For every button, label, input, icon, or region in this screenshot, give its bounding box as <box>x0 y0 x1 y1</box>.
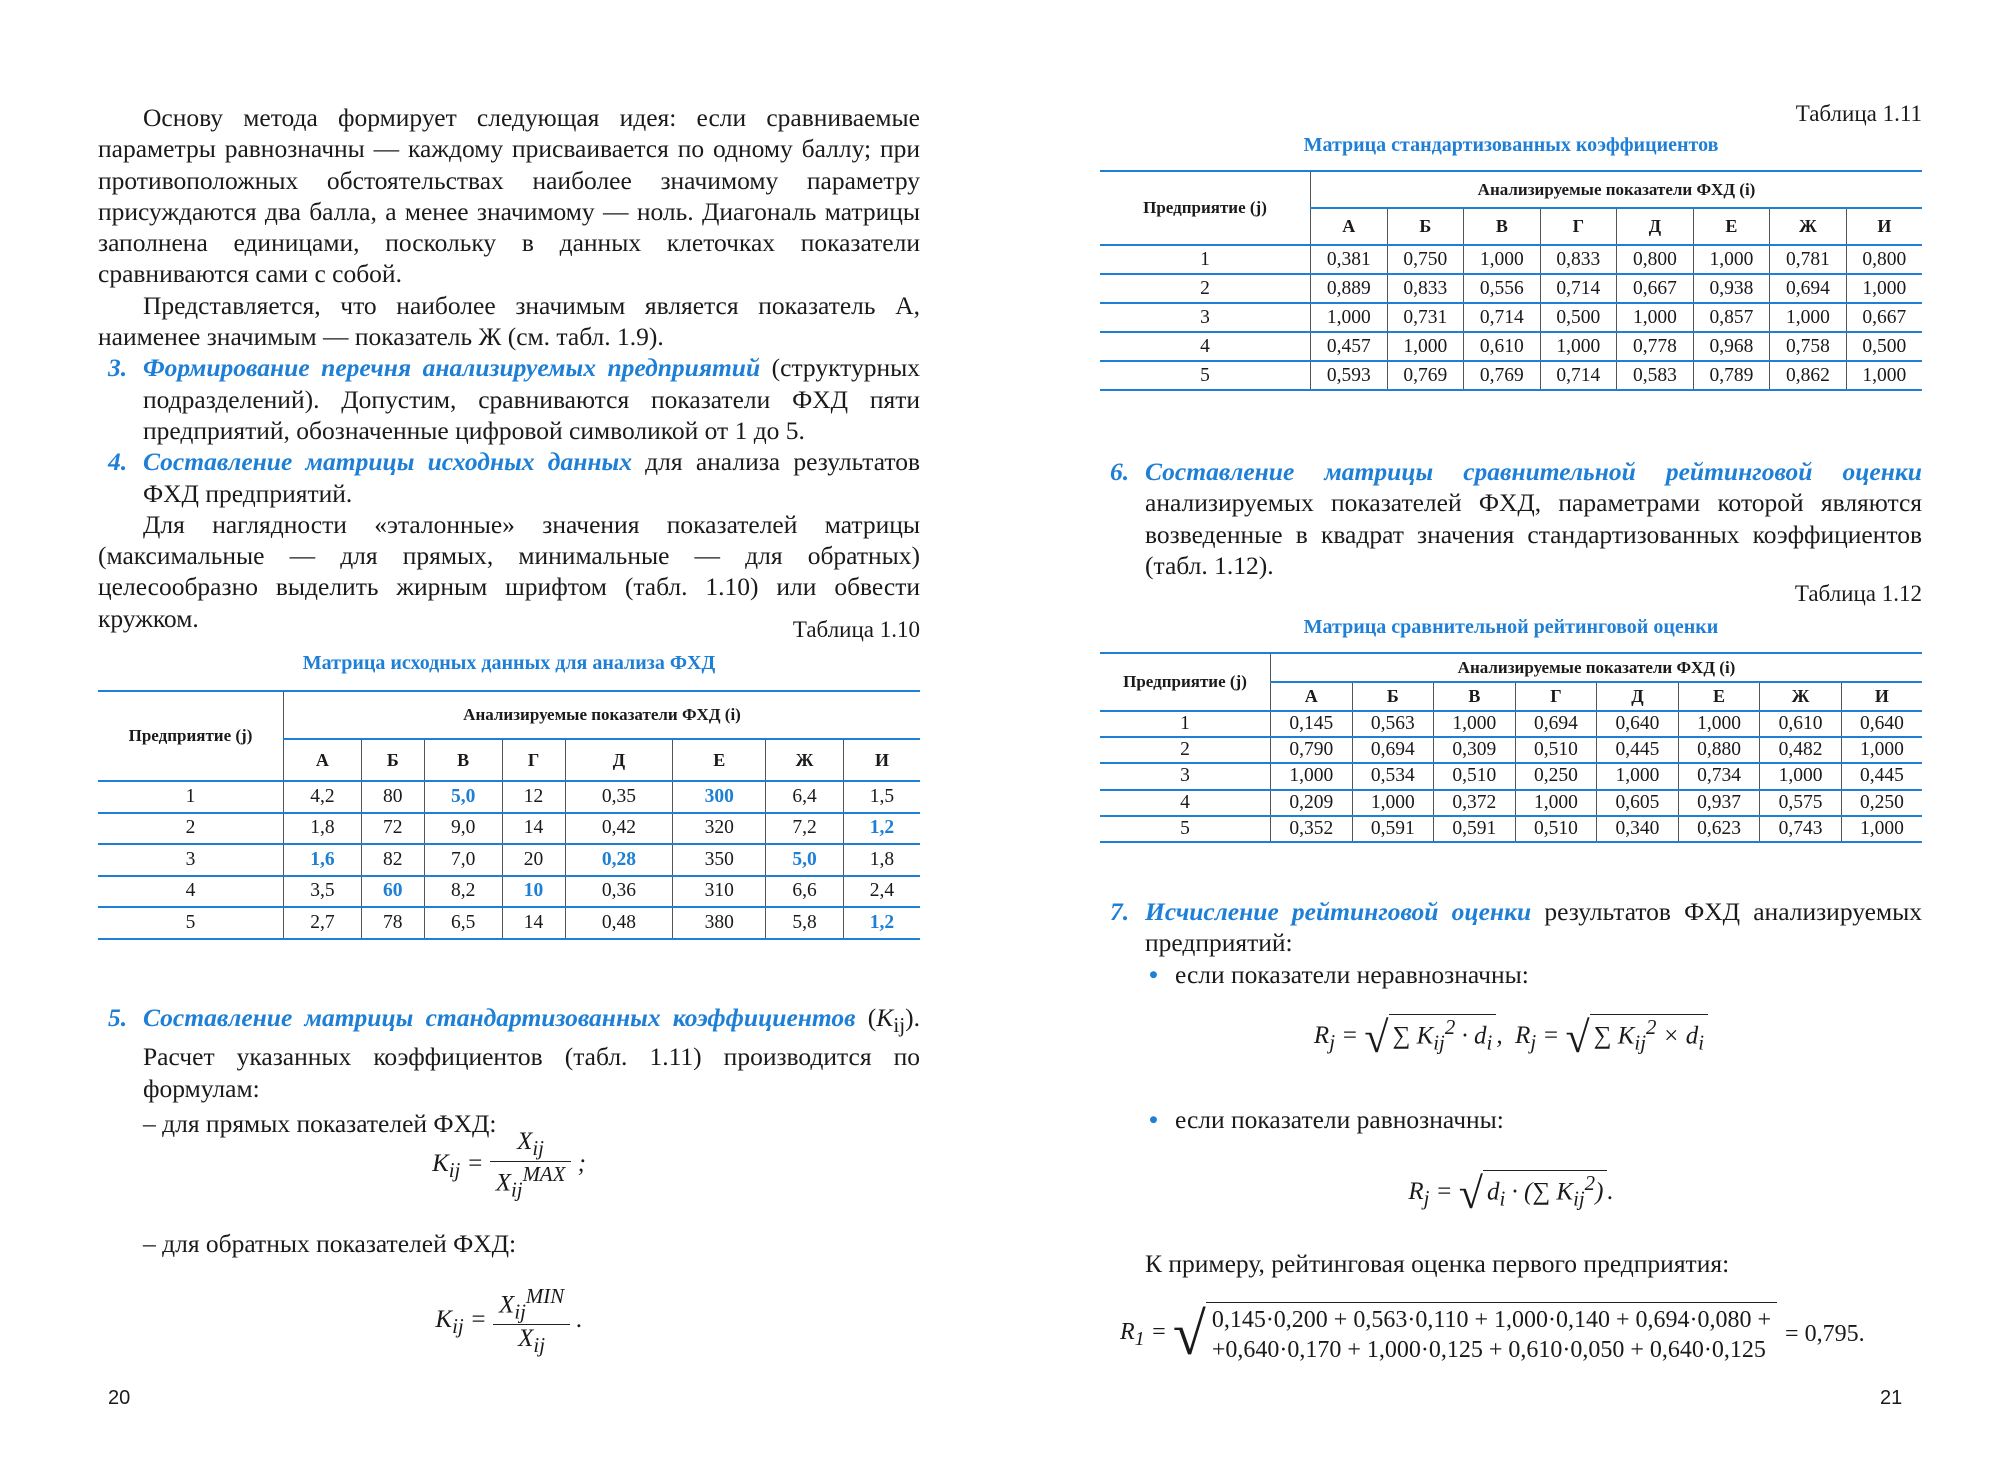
table-cell: 7,2 <box>766 813 844 845</box>
table-cell: 1,000 <box>1271 763 1353 789</box>
bullet-dot: • <box>1149 1105 1158 1134</box>
table-group-header: Анализируемые показатели ФХД (i) <box>1311 171 1923 208</box>
right-item6-block <box>1100 456 1922 581</box>
table-cell: 80 <box>361 781 424 813</box>
row-label: 3 <box>185 848 196 870</box>
table-1-12 <box>1100 652 1922 843</box>
table-cell: 0,309 <box>1434 737 1516 763</box>
table-corner-header: Предприятие (j) <box>128 726 253 745</box>
table-cell: 0,937 <box>1678 790 1760 816</box>
list-number: 7. <box>1110 897 1130 926</box>
table-row <box>1100 274 1922 303</box>
table-cell: 0,667 <box>1617 274 1694 303</box>
table-cell: 380 <box>673 907 766 939</box>
column-header: Е <box>673 739 766 781</box>
table-cell: 0,800 <box>1846 245 1922 274</box>
calc-line-2: +0,640·0,170 + 1,000·0,125 + 0,610·0,050 + 0,640·0,125 <box>1211 1337 1766 1363</box>
column-header: А <box>284 739 362 781</box>
list-item-5: 5. Составление матрицы стандартизованных коэффициентов $(K_{ij})$. Расчет указанных коэффициентов (табл. 1.11) производится по формулам: <box>108 1003 920 1103</box>
column-header: И <box>1846 208 1922 245</box>
table-1-11-block <box>1100 100 1922 391</box>
table-cell: 0,880 <box>1678 737 1760 763</box>
row-label: 3 <box>1180 765 1190 787</box>
table-cell: 0,42 <box>565 813 673 845</box>
table-cell: 0,482 <box>1760 737 1842 763</box>
table-corner-header: Предприятие (j) <box>1123 672 1247 691</box>
table-cell: 1,000 <box>1311 303 1388 332</box>
table-cell: 0,352 <box>1271 816 1353 842</box>
table-cell: 0,833 <box>1540 245 1617 274</box>
row-label: 2 <box>1200 277 1210 299</box>
column-header: Г <box>1540 208 1617 245</box>
table-cell: 14 <box>502 813 565 845</box>
table-cell: 0,758 <box>1770 332 1847 361</box>
table-cell: 0,714 <box>1540 361 1617 390</box>
table-cell: 9,0 <box>424 813 502 845</box>
table-number: Таблица 1.11 <box>1795 101 1922 126</box>
list-number: 6. <box>1110 457 1130 486</box>
formula-inverse: $K_{ij}$ = $\frac{X_{ij}^{MIN}}{X_{ij}}$ . <box>435 1284 583 1358</box>
table-cell: 12 <box>502 781 565 813</box>
table-cell: 6,5 <box>424 907 502 939</box>
table-cell: 1,8 <box>843 844 920 876</box>
column-header: И <box>1841 682 1922 711</box>
table-cell: 6,6 <box>766 876 844 908</box>
column-header: В <box>424 739 502 781</box>
table-cell: 0,381 <box>1311 245 1388 274</box>
table-cell: 0,510 <box>1515 737 1597 763</box>
table-row <box>1100 737 1922 763</box>
table-cell: 14 <box>502 907 565 939</box>
table-cell: 300 <box>673 781 766 813</box>
formula-direct: $K_{ij}$ = $\frac{X_{ij}}{X_{ij}^{MAX}}$ ; <box>432 1128 586 1202</box>
table-cell: 0,500 <box>1846 332 1922 361</box>
table-cell: 0,790 <box>1271 737 1353 763</box>
list-item-title: Формирование перечня анализируемых предприятий <box>143 353 761 383</box>
table-cell: 0,28 <box>565 844 673 876</box>
table-cell: 0,48 <box>565 907 673 939</box>
table-cell: 0,734 <box>1678 763 1760 789</box>
table-cell: 1,000 <box>1515 790 1597 816</box>
table-cell: 0,781 <box>1770 245 1847 274</box>
column-header: Б <box>1387 208 1464 245</box>
table-cell: 20 <box>502 844 565 876</box>
bullet-unequal <box>1145 959 1922 990</box>
table-1-12-block <box>1100 580 1922 843</box>
list-item-title: Исчисление рейтинговой оценки <box>1145 897 1532 926</box>
column-header: В <box>1464 208 1541 245</box>
table-cell: 1,000 <box>1841 816 1922 842</box>
row-label: 5 <box>1200 364 1210 386</box>
row-label: 4 <box>1180 791 1190 813</box>
column-header: В <box>1434 682 1516 711</box>
table-row <box>1100 361 1922 390</box>
table-cell: 0,731 <box>1387 303 1464 332</box>
table-row <box>1100 303 1922 332</box>
list-item-title: Составление матрицы стандартизованных коэффициентов <box>143 1003 856 1032</box>
table-cell: 0,591 <box>1434 816 1516 842</box>
table-row <box>1100 245 1922 274</box>
table-cell: 4,2 <box>284 781 362 813</box>
coef-subscript: ij <box>893 1013 906 1038</box>
row-label: 2 <box>185 817 196 839</box>
formula-unequal: $R_j$ = √ ∑ $K_{ij}^2 \cdot d_i$ , $R_j$ = √ ∑ $K_{ij}^2 \times d_i$ <box>1100 1012 1922 1082</box>
list-item-text: анализируемых показателей ФХД, параметрами которой являются возведенные в квадрат значения стандартизованных коэффициентов (табл. 1.12). <box>1145 488 1922 580</box>
coef-symbol: K <box>876 1003 894 1032</box>
table-cell: 0,750 <box>1387 245 1464 274</box>
row-label: 1 <box>1180 713 1190 735</box>
table-cell: 1,000 <box>1846 274 1922 303</box>
table-cell: 0,640 <box>1597 711 1679 737</box>
column-header: Д <box>1597 682 1679 711</box>
right-example-block <box>1100 1248 1922 1279</box>
table-cell: 0,862 <box>1770 361 1847 390</box>
table-cell: 0,556 <box>1464 274 1541 303</box>
table-cell: 0,778 <box>1617 332 1694 361</box>
bullet-text: если показатели равнозначны: <box>1175 1105 1504 1134</box>
table-cell: 350 <box>673 844 766 876</box>
column-header: Д <box>1617 208 1694 245</box>
row-label: 1 <box>185 785 196 807</box>
paragraph-example: К примеру, рейтинговая оценка первого предприятия: <box>1145 1249 1730 1278</box>
dash-direct-indicators: – для прямых показателей ФХД: <box>143 1108 497 1138</box>
table-cell: 0,534 <box>1352 763 1434 789</box>
table-row <box>1100 816 1922 842</box>
table-1-11 <box>1100 170 1922 391</box>
list-item-6 <box>1100 456 1922 581</box>
table-cell: 5,0 <box>766 844 844 876</box>
table-cell: 1,6 <box>284 844 362 876</box>
table-group-header: Анализируемые показатели ФХД (i) <box>1271 653 1923 682</box>
table-cell: 1,000 <box>1387 332 1464 361</box>
table-cell: 7,0 <box>424 844 502 876</box>
table-cell: 0,968 <box>1693 332 1770 361</box>
table-cell: 0,714 <box>1464 303 1541 332</box>
table-cell: 0,457 <box>1311 332 1388 361</box>
table-cell: 0,789 <box>1693 361 1770 390</box>
table-cell: 60 <box>361 876 424 908</box>
table-cell: 0,209 <box>1271 790 1353 816</box>
table-cell: 72 <box>361 813 424 845</box>
page-number: 20 <box>108 1387 131 1409</box>
table-row <box>1100 790 1922 816</box>
column-header: Б <box>361 739 424 781</box>
table-cell: 1,8 <box>284 813 362 845</box>
table-title: Матрица исходных данных для анализа ФХД <box>302 652 716 674</box>
table-cell: 0,610 <box>1760 711 1842 737</box>
table-cell: 0,640 <box>1841 711 1922 737</box>
table-cell: 1,000 <box>1760 763 1842 789</box>
list-item-7 <box>1100 896 1922 959</box>
table-cell: 0,340 <box>1597 816 1679 842</box>
paragraph-method-idea: Основу метода формирует следующая идея: если сравниваемые параметры равнозначны — каждому присваивается по одному баллу; при противоположных обстоятельствах наиболее значимому параметру присуждаются два балла, а менее значимому — ноль. Диагональ матрицы заполнена единицами, поскольку в данных клеточках показатели сравниваются сами с собой. <box>98 103 920 289</box>
table-cell: 8,2 <box>424 876 502 908</box>
column-header: Ж <box>1760 682 1842 711</box>
list-item-text: . Расчет указанных коэффициентов (табл. 1.11) производится по формулам: <box>143 1003 920 1103</box>
table-number: Таблица 1.10 <box>792 617 920 642</box>
column-header: Е <box>1678 682 1760 711</box>
list-number: 4. <box>108 447 128 477</box>
table-cell: 0,743 <box>1760 816 1842 842</box>
table-cell: 1,000 <box>1540 332 1617 361</box>
table-cell: 10 <box>502 876 565 908</box>
table-cell: 0,510 <box>1434 763 1516 789</box>
table-cell: 5,0 <box>424 781 502 813</box>
table-corner-header: Предприятие (j) <box>1143 198 1267 217</box>
column-header: Г <box>502 739 565 781</box>
table-cell: 82 <box>361 844 424 876</box>
table-cell: 1,5 <box>843 781 920 813</box>
column-header: Ж <box>1770 208 1847 245</box>
list-number: 3. <box>108 353 128 383</box>
table-group-header: Анализируемые показатели ФХД (i) <box>284 691 921 739</box>
table-cell: 0,623 <box>1678 816 1760 842</box>
table-cell: 0,769 <box>1464 361 1541 390</box>
list-item-title: Составление матрицы исходных данных <box>143 447 632 477</box>
list-item-text: для анализа результатов ФХД предприятий. <box>143 447 920 508</box>
table-cell: 1,000 <box>1846 361 1922 390</box>
table-cell: 0,593 <box>1311 361 1388 390</box>
table-cell: 5,8 <box>766 907 844 939</box>
table-cell: 0,445 <box>1597 737 1679 763</box>
table-cell: 0,694 <box>1770 274 1847 303</box>
table-cell: 1,000 <box>1770 303 1847 332</box>
bullet-dot: • <box>1149 959 1158 989</box>
table-cell: 1,000 <box>1464 245 1541 274</box>
table-cell: 0,833 <box>1387 274 1464 303</box>
right-bullet2-block <box>1100 1104 1922 1135</box>
table-cell: 2,4 <box>843 876 920 908</box>
column-header: Б <box>1352 682 1434 711</box>
page-number: 21 <box>1880 1387 1903 1409</box>
table-row <box>1100 711 1922 737</box>
right-item7-block <box>1100 896 1922 990</box>
table-cell: 0,35 <box>565 781 673 813</box>
paragraph-reference-values: Для наглядности «эталонные» значения показателей матрицы (максимальные — для прямых, минимальные — для обратных) целесообразно выделить жирным шрифтом (табл. 1.10) или обвести кружком. <box>98 509 920 633</box>
paragraph-significance: Представляется, что наиболее значимым является показатель А, наименее значимым — показатель Ж (см. табл. 1.9). <box>98 290 920 352</box>
table-cell: 0,857 <box>1693 303 1770 332</box>
table-cell: 0,605 <box>1597 790 1679 816</box>
table-cell: 1,000 <box>1434 711 1516 737</box>
table-cell: 1,000 <box>1841 737 1922 763</box>
column-header: Д <box>565 739 673 781</box>
table-cell: 0,563 <box>1352 711 1434 737</box>
table-cell: 0,591 <box>1352 816 1434 842</box>
column-header: А <box>1311 208 1388 245</box>
table-cell: 1,000 <box>1597 763 1679 789</box>
table-number: Таблица 1.12 <box>1794 581 1922 606</box>
list-number: 5. <box>108 1003 128 1032</box>
bullet-text: если показатели неравнозначны: <box>1175 959 1529 989</box>
calc-line-1: 0,145·0,200 + 0,563·0,110 + 1,000·0,140 + 0,694·0,080 + <box>1211 1307 1772 1333</box>
table-cell: 0,36 <box>565 876 673 908</box>
list-item-title: Составление матрицы сравнительной рейтинговой оценки <box>1145 457 1922 486</box>
row-label: 5 <box>1180 817 1190 839</box>
list-item-text: (структурных подразделений). Допустим, сравниваются показатели ФХД пяти предприятий, обозначенные цифровой символикой от 1 до 5. <box>143 353 920 445</box>
row-label: 3 <box>1200 306 1210 328</box>
table-cell: 1,000 <box>1352 790 1434 816</box>
column-header: Е <box>1693 208 1770 245</box>
table-cell: 0,889 <box>1311 274 1388 303</box>
table-cell: 0,445 <box>1841 763 1922 789</box>
row-label: 1 <box>1200 248 1210 270</box>
table-cell: 2,7 <box>284 907 362 939</box>
list-item-text: результатов ФХД анализируемых предприятий: <box>1145 897 1922 958</box>
table-title: Матрица стандартизованных коэффициентов <box>1303 134 1719 156</box>
table-row <box>1100 332 1922 361</box>
table-cell: 0,610 <box>1464 332 1541 361</box>
table-cell: 310 <box>673 876 766 908</box>
table-cell: 1,000 <box>1678 711 1760 737</box>
table-cell: 1,000 <box>1693 245 1770 274</box>
formula-equal: $R_j$ = √ $d_i$ · (∑ $K_{ij}^2$) . <box>1408 1169 1614 1218</box>
table-cell: 3,5 <box>284 876 362 908</box>
table-cell: 0,583 <box>1617 361 1694 390</box>
table-title: Матрица сравнительной рейтинговой оценки <box>1303 616 1719 638</box>
table-cell: 78 <box>361 907 424 939</box>
table-cell: 0,372 <box>1434 790 1516 816</box>
table-cell: 0,769 <box>1387 361 1464 390</box>
row-label: 4 <box>185 880 196 902</box>
calc-result: = 0,795. <box>1785 1321 1865 1347</box>
table-cell: 0,800 <box>1617 245 1694 274</box>
table-cell: 0,510 <box>1515 816 1597 842</box>
table-cell: 0,938 <box>1693 274 1770 303</box>
table-row <box>1100 763 1922 789</box>
table-cell: 0,250 <box>1841 790 1922 816</box>
dash-inverse-indicators: – для обратных показателей ФХД: <box>143 1229 517 1258</box>
calc-formula: $R_1$ = √ 0,145·0,200 + 0,563·0,110 + 1,000·0,140 + 0,694·0,080 + +0,640·0,170 + 1,000·0,125 + 0,610·0,050 + 0,640·0,125 = 0,795. <box>1120 1301 1865 1367</box>
table-cell: 1,2 <box>843 907 920 939</box>
column-header: Ж <box>766 739 844 781</box>
table-cell: 320 <box>673 813 766 845</box>
table-cell: 0,575 <box>1760 790 1842 816</box>
row-label: 4 <box>1200 335 1210 357</box>
column-header: Г <box>1515 682 1597 711</box>
table-cell: 6,4 <box>766 781 844 813</box>
table-cell: 0,714 <box>1540 274 1617 303</box>
table-cell: 0,145 <box>1271 711 1353 737</box>
column-header: И <box>843 739 920 781</box>
table-cell: 0,667 <box>1846 303 1922 332</box>
bullet-equal <box>1145 1104 1922 1135</box>
table-cell: 0,694 <box>1352 737 1434 763</box>
table-cell: 0,500 <box>1540 303 1617 332</box>
row-label: 5 <box>185 911 196 933</box>
table-cell: 0,694 <box>1515 711 1597 737</box>
table-cell: 1,2 <box>843 813 920 845</box>
table-cell: 1,000 <box>1617 303 1694 332</box>
row-label: 2 <box>1180 739 1190 761</box>
column-header: А <box>1271 682 1353 711</box>
table-cell: 0,250 <box>1515 763 1597 789</box>
